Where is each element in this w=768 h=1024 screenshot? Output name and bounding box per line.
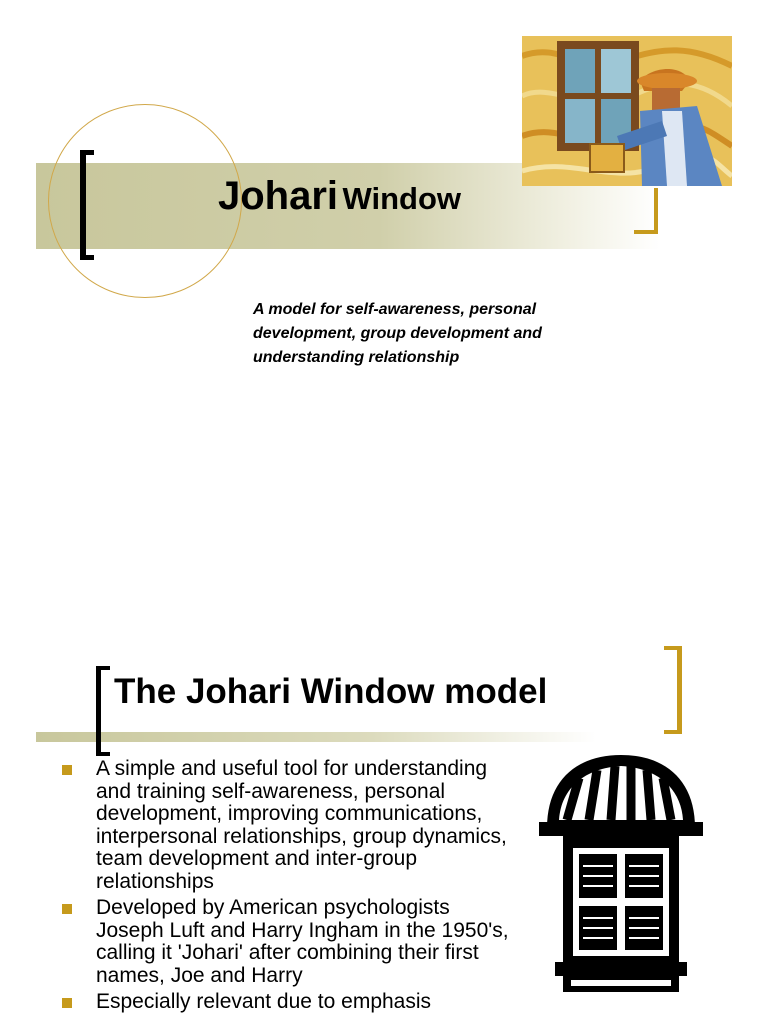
bullet-list — [62, 758, 512, 1018]
slide-title — [218, 174, 461, 219]
title-underline-band — [36, 732, 596, 742]
right-bracket-decoration — [634, 188, 658, 234]
square-bullet-icon — [62, 904, 72, 914]
slide-subtitle: A model for self-awareness, personal development, group development and understanding relationship — [253, 301, 542, 366]
slide-title: The Johari Window model — [114, 672, 548, 711]
title-word-johari: Johari — [218, 174, 339, 218]
left-bracket-decoration — [96, 666, 110, 756]
list-item — [62, 758, 512, 893]
decorative-circle — [48, 104, 242, 298]
slide-2 — [0, 512, 768, 1024]
list-item — [62, 897, 512, 987]
bullet-text: A simple and useful tool for understanding and training self-awareness, personal development, improving communications, interpersonal relationships, group dynamics, team development and inter-group relationships — [96, 757, 507, 893]
square-bullet-icon — [62, 998, 72, 1008]
square-bullet-icon — [62, 765, 72, 775]
bullet-text: Especially relevant due to emphasis — [96, 990, 432, 1013]
right-bracket-decoration — [664, 646, 682, 734]
title-word-window: Window — [342, 181, 462, 216]
window-awning-clipart-image — [527, 750, 715, 996]
list-item — [62, 991, 512, 1014]
painter-clipart-image — [522, 36, 732, 186]
left-bracket-decoration — [80, 150, 94, 260]
bullet-text: Developed by American psychologists Joseph Luft and Harry Ingham in the 1950's, calling it 'Johari' after combining their first names, Joe and Harry — [96, 896, 509, 987]
